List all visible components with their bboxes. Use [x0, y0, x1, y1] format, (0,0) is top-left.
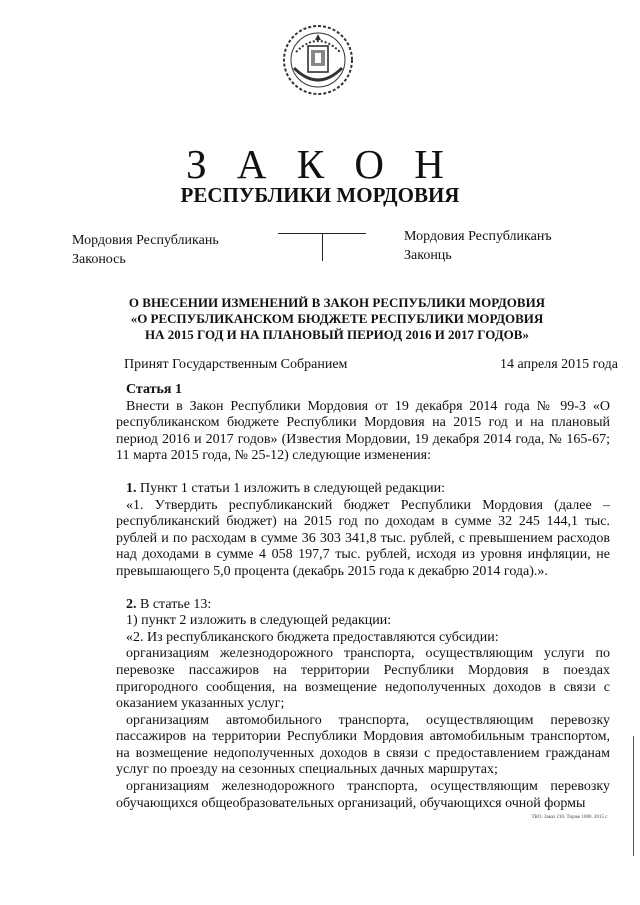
paragraph-rail: организациям железнодорожного транспорта, осуществляющим услуги по перевозке пассажиров на территории Республики Мордовия в поездах пригородного сообщения, на возмещение недополученных доходов в связи с оказанием указанных услуг;	[116, 646, 610, 712]
divider-vertical	[322, 233, 323, 261]
paragraph-students: организациям железнодорожного транспорта, осуществляющим перевозку обучающихся общеобразовательных организаций, обучающихся очной формы	[116, 779, 610, 811]
sub-item-1: 1) пункт 2 изложить в следующей редакции:	[126, 613, 392, 629]
print-footer: ТКО. Заказ 210. Тираж 1000. 2015 г.	[531, 815, 608, 820]
law-title: О ВНЕСЕНИИ ИЗМЕНЕНИЙ В ЗАКОН РЕСПУБЛИКИ МОРДОВИЯ «О РЕСПУБЛИКАНСКОМ БЮДЖЕТЕ РЕСПУБЛИКИ МОРДОВИЯ НА 2015 ГОД И НА ПЛАНОВЫЙ ПЕРИОД 2016 И 2017 ГОДОВ»	[128, 295, 546, 342]
item-2: 2. В статье 13:	[126, 596, 212, 612]
paragraph-auto: организациям автомобильного транспорта, осуществляющим перевозку пассажиров на территории Республики Мордовия автомобильным транспортом, на возмещение недополученных доходов в связи с предоставлением гражданам услуг по проезду на сезонных специальных дачных маршрутах;	[116, 712, 610, 778]
coat-of-arms-icon	[280, 22, 356, 98]
document-subtitle: РЕСПУБЛИКИ МОРДОВИЯ	[180, 183, 460, 207]
document-title: З А К О Н	[186, 141, 454, 187]
article-intro: Внести в Закон Республики Мордовия от 19 декабря 2014 года № 99-З «О республиканском бюджете Республики Мордовия на 2015 год и на плановый период 2016 и 2017 годов» (Известия Мордовии, 19 декабря 2014 года, № 165-67; 11 марта 2015 года, № 25-12) следующие изменения:	[116, 398, 610, 464]
right-lang-heading: Мордовия Республиканъ Законць	[404, 229, 552, 263]
article-heading: Статья 1	[126, 382, 182, 397]
article-body	[116, 382, 610, 812]
scan-edge	[633, 736, 634, 856]
item-1: 1. Пункт 1 статьи 1 изложить в следующей редакции:	[126, 480, 445, 496]
sub-item-1-quote: «2. Из республиканского бюджета предоставляются субсидии:	[126, 629, 499, 645]
left-lang-heading: Мордовия Республикань Законось	[72, 233, 219, 267]
item-1-body: «1. Утвердить республиканский бюджет Республики Мордовия (далее – республиканский бюджет) на 2015 год по доходам в сумме 32 245 144,1 тыс. рублей и по расходам в сумме 36 303 341,8 тыс. рублей, с превышением расходов над доходами в сумме 4 058 197,7 тыс. рублей, исходя из уровня инфляции, не превышающего 5,0 процента (декабрь 2015 года к декабрю 2014 года).».	[116, 497, 610, 579]
accepted-by: Принят Государственным Собранием	[124, 357, 348, 372]
accepted-date: 14 апреля 2015 года	[500, 357, 618, 372]
